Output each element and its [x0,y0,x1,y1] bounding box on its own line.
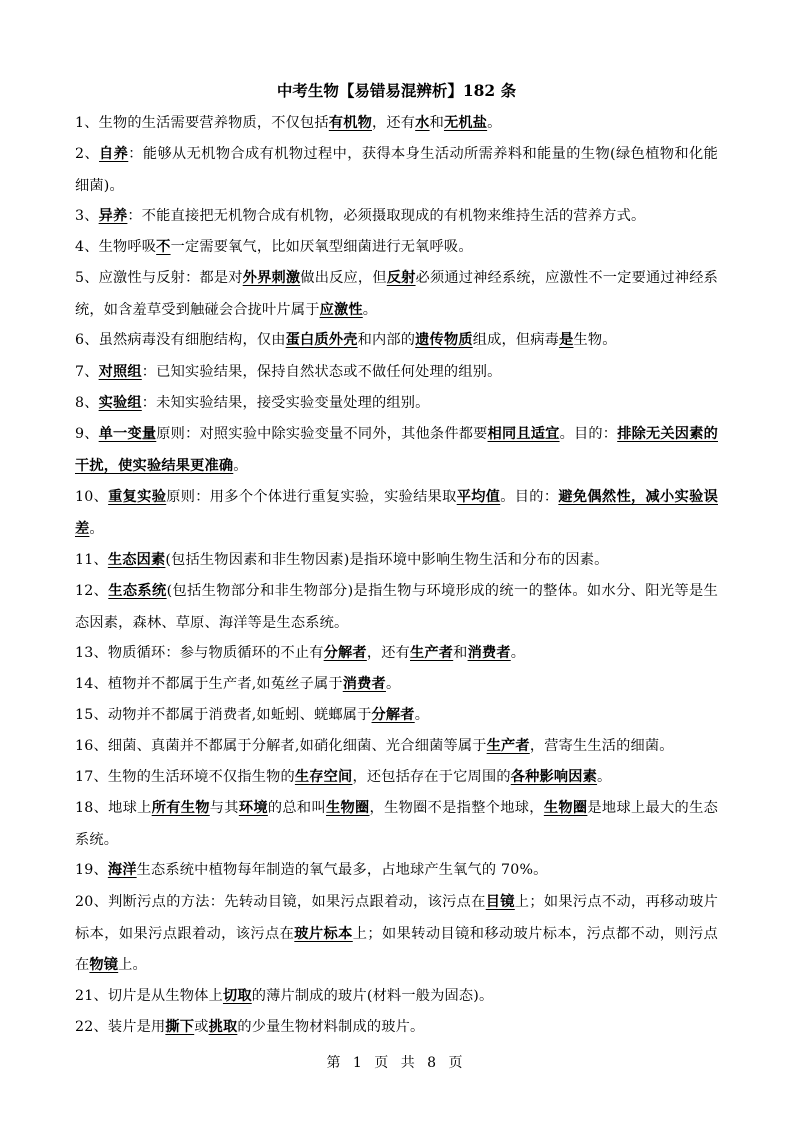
key-term-emphasis [415,332,473,348]
key-term: 排除无关因素的干扰，使实验结果更准确 [75,426,718,474]
item-text: 和内部的 [357,332,416,348]
list-item [75,482,718,545]
key-term-emphasis [294,926,352,942]
item-text: 上。 [118,957,147,973]
list-item [75,419,718,482]
item-text: 4、生物呼吸 [75,239,157,255]
key-term-emphasis [487,738,530,754]
item-text: 。 [89,520,104,537]
key-term-emphasis [89,957,118,973]
key-term-emphasis [243,270,301,286]
key-term-emphasis [457,489,501,505]
item-text: ：能够从无机物合成有机物过程中，获得本身生活动所需养料和能量的生物(绿色植物和化能细菌)。 [75,146,718,194]
key-term-emphasis [152,800,210,816]
page-footer: 第 1 页 共 8 页 [326,1055,467,1071]
item-text: 。 [487,115,502,131]
key-term: 生存空间 [294,769,353,785]
list-item [75,388,718,420]
key-term: 避免偶然性，减小实验误差 [75,489,718,537]
key-term: 挑取 [208,1019,238,1035]
item-text: 上；如果污点不动，再移动玻片标本，如果污点跟着动，该污点在 [75,894,718,942]
key-term: 生物圈 [543,800,588,816]
key-term-emphasis [343,676,386,692]
key-term-emphasis [324,645,367,661]
item-text: 16、细菌、真菌并不都属于分解者,如硝化细菌、光合细菌等属于 [75,738,487,754]
item-text: 原则：对照实验中除实验变量不同外，其他条件都要 [156,426,488,442]
item-text: 15、动物并不都属于消费者,如蚯蚓、蜣螂属于 [75,707,372,723]
item-text: 。 [414,707,430,723]
item-text: 组成，但病毒 [472,332,560,348]
item-text: 21、切片是从生物体上 [75,988,223,1004]
item-text: 11、 [75,552,108,568]
item-text: ：已知实验结果，保持自然状态或不做任何处理的组别。 [141,364,502,380]
list-item [75,263,718,326]
key-term-emphasis [415,115,429,131]
key-term-emphasis [223,988,252,1004]
key-term: 水 [415,115,430,131]
key-term: 对照组 [98,364,142,380]
list-item [75,1012,718,1044]
key-term: 异养 [98,208,128,224]
key-term-emphasis [511,769,597,785]
item-text: 17、生物的生活环境不仅指生物的 [75,769,295,785]
list-item [75,357,718,389]
item-text: 或 [194,1019,209,1035]
item-text: 和 [429,115,444,131]
key-term: 生态因素 [107,552,166,568]
key-term: 所有生物 [151,800,210,816]
item-text: ，还有 [366,645,410,661]
key-term-emphasis [165,1019,194,1035]
key-term-emphasis [99,208,128,224]
item-text: 20、判断污点的方法：先转动目镜，如果污点跟着动，该污点在 [75,894,486,910]
key-term-emphasis [444,115,487,131]
key-term: 消费者 [342,676,386,692]
item-text: 8、 [75,395,99,411]
key-term: 消费者 [467,645,511,661]
key-term: 目镜 [485,894,515,910]
key-term-emphasis [108,583,166,599]
key-term: 遗传物质 [415,332,473,348]
key-term: 是 [559,332,574,348]
key-term: 分解者 [371,707,415,723]
list-item [75,576,718,639]
list-item [75,669,718,701]
key-term-emphasis [108,862,137,878]
key-term: 应激性 [319,301,363,318]
list-item [75,232,718,264]
key-term-emphasis [108,552,166,568]
document-title: 中考生物【易错易混辨析】182 条 [276,81,517,100]
item-text: ，营寄生生活的细菌。 [529,738,674,754]
list-item [75,855,718,887]
key-term-emphasis [295,769,353,785]
key-term: 有机物 [328,115,372,131]
key-term-emphasis [99,146,128,162]
key-term-emphasis [320,302,363,318]
list-item [75,545,718,577]
list-item [75,139,718,202]
key-term-emphasis [468,645,511,661]
item-text: 10、 [75,489,109,505]
key-term: 切取 [222,988,252,1004]
item-text: 一定需要氧气，比如厌氧型细菌进行无氧呼吸。 [170,239,473,255]
key-term: 生产者 [410,645,454,661]
list-item [75,108,718,140]
key-term: 平均值 [456,489,501,505]
list-item [75,201,718,233]
item-text: 生物。 [573,332,617,348]
item-text: 6、虽然病毒没有细胞结构，仅由 [75,332,286,348]
item-text: 的少量生物材料制成的玻片。 [237,1019,425,1035]
key-term: 实验组 [98,395,142,411]
list-item [75,887,718,982]
key-term: 反射 [386,270,416,286]
key-term: 分解者 [323,645,367,661]
item-text: 做出反应，但 [300,270,387,286]
list-item [75,762,718,794]
key-term-emphasis [239,800,268,816]
list-item [75,325,718,357]
key-term: 环境 [238,800,268,816]
list-item [75,981,718,1013]
item-text: ：不能直接把无机物合成有机物，必须摄取现成的有机物来维持生活的营养方式。 [127,208,646,224]
item-text: 3、 [75,208,99,224]
key-term-emphasis [544,800,588,816]
item-text: 与其 [209,800,239,816]
key-term-emphasis [488,426,560,442]
item-text: 。 [510,645,526,661]
key-term: 物镜 [89,957,119,973]
key-term-emphasis [329,115,372,131]
key-term: 无机盐 [443,115,488,131]
key-term: 生态系统 [108,583,167,599]
key-term-emphasis [410,645,453,661]
item-text: 。目的： [500,489,559,505]
key-term: 蛋白质外壳 [285,332,358,348]
item-text: ，生物圈不是指整个地球， [369,800,544,816]
item-text: 9、 [75,426,99,442]
key-term: 玻片标本 [294,925,353,942]
item-text: 14、植物并不都属于生产者,如菟丝子属于 [75,676,343,692]
item-text: 。 [385,676,401,692]
item-text: 原则：用多个个体进行重复实验，实验结果取 [166,489,457,505]
key-term-emphasis [559,332,573,348]
item-text: 。目的： [559,426,618,442]
key-term-emphasis [486,894,515,910]
item-text: 5、应激性与反射：都是对 [75,270,243,286]
key-term: 外界刺激 [242,270,301,286]
key-term: 单一变量 [98,426,157,442]
list-item [75,731,718,763]
key-term: 撕下 [165,1019,195,1035]
list-item [75,700,718,732]
key-term: 自养 [99,146,129,162]
item-text: 是地球上最大的生态系统。 [75,800,718,848]
item-text: ：未知实验结果，接受实验变量处理的组别。 [141,395,430,411]
item-text: (包括生物因素和非生物因素)是指环境中影响生物生活和分布的因素。 [165,552,609,568]
item-text: 18、地球上 [75,800,152,816]
item-text: ，还包括存在于它周围的 [352,769,511,785]
key-term-emphasis [99,364,142,380]
key-term-emphasis [156,239,170,255]
item-text: 的总和叫 [267,800,326,816]
item-text: 13、物质循环：参与物质循环的不止有 [75,645,324,661]
item-text: (包括生物部分和非生物部分)是指生物与环境形成的统一的整体。如水分、阳光等是生态因素，森林、草原、海洋等是生态系统。 [75,583,719,631]
key-term: 海洋 [107,862,137,878]
item-text: 必须通过神经系统，应激性不一定要通过神经系统，如含羞草受到触碰会合拢叶片属于 [75,270,718,318]
item-text: 。 [233,457,248,474]
item-text: 的薄片制成的玻片(材料一般为固态)。 [251,988,494,1004]
key-term: 各种影响因素 [510,769,598,785]
key-term-emphasis [387,270,416,286]
item-text: 12、 [75,583,109,599]
key-term-emphasis [209,1019,238,1035]
item-text: 2、 [75,146,100,162]
key-term-emphasis [99,426,157,442]
key-term-emphasis [108,489,166,505]
key-term: 相同且适宜 [487,426,560,442]
key-term-emphasis [286,332,358,348]
key-term: 生产者 [486,738,530,754]
key-term-emphasis [99,395,142,411]
key-term: 重复实验 [108,489,167,505]
key-term: 生物圈 [325,800,370,816]
item-text: ，还有 [372,115,416,131]
key-term-emphasis [326,800,370,816]
key-term-emphasis [372,707,415,723]
item-text: 上；如果转动目镜和移动玻片标本，污点都不动，则污点在 [75,925,718,973]
key-term: 不 [156,239,171,255]
item-text: 生态系统中植物每年制造的氧气最多，占地球产生氧气的 70%。 [136,862,548,878]
item-text: 7、 [75,364,99,380]
item-text: 。 [597,769,612,785]
item-text: 19、 [75,862,108,878]
item-text: 。 [362,301,378,318]
item-text: 22、装片是用 [75,1019,166,1035]
item-text: 1、生物的生活需要营养物质，不仅包括 [75,115,329,131]
item-text: 和 [453,645,468,661]
list-item [75,638,718,670]
list-item [75,793,718,856]
